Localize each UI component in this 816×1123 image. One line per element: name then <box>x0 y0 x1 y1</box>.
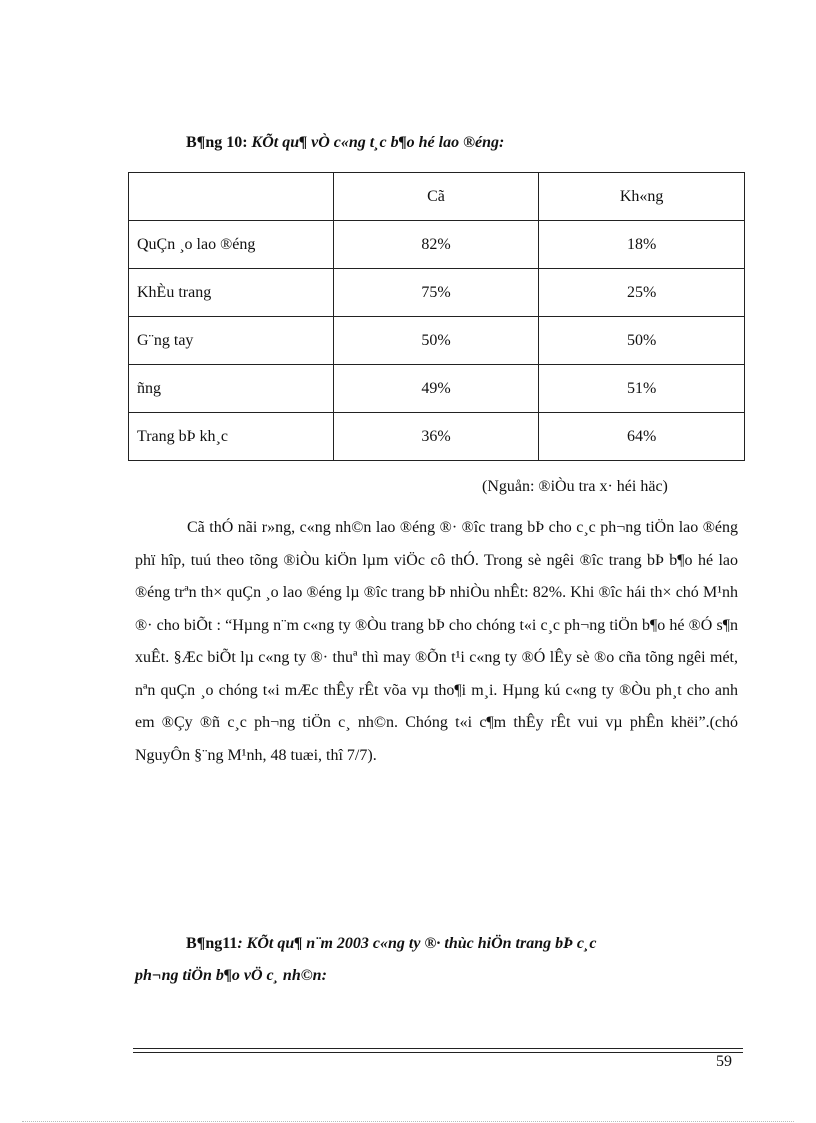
table-row <box>129 413 745 461</box>
table-cell: 36% <box>333 413 539 461</box>
table10-title: KÕt qu¶ vÒ c«ng t¸c b¶o hé lao ®éng: <box>251 134 505 151</box>
page-bottom-border <box>22 1121 794 1122</box>
table-cell: QuÇn ¸o lao ®éng <box>129 221 334 269</box>
table-cell: 51% <box>539 365 745 413</box>
table-cell: 18% <box>539 221 745 269</box>
table-cell: 50% <box>539 317 745 365</box>
table-header-cell: Kh«ng <box>539 173 745 221</box>
protection-table <box>128 172 745 461</box>
table10-caption <box>186 134 504 152</box>
footer-divider <box>133 1052 743 1053</box>
table-cell: G¨ng tay <box>129 317 334 365</box>
table-cell: 49% <box>333 365 539 413</box>
table-row <box>129 365 745 413</box>
page-number: 59 <box>716 1053 732 1070</box>
body-paragraph: Cã thÓ nãi r»ng, c«ng nh©n lao ®éng ®· ®îc trang bÞ cho c¸c ph¬ng tiÖn lao ®éng phï hîp, tuú theo tõng ®iÒu kiÖn lµm viÖc cô thÓ. Trong sè ngêi ®îc trang bÞ b¶o hé lao ®éng trªn th× quÇn ¸o lao ®éng lµ ®îc trang bÞ nhiÒu nhÊt: 82%. Khi ®îc hái th× chó M¹nh ®· cho biÕt : “Hµng n¨m c«ng ty ®Òu trang bÞ cho chóng t«i c¸c ph¬ng tiÖn b¶o hé ®Ó s¶n xuÊt. §Æc biÕt lµ c«ng ty ®· thuª thì may ®Õn t¹i c«ng ty ®Ó lÊy sè ®o cña tõng ngêi mét, nªn quÇn ¸o chóng t«i mÆc thÊy rÊt võa vµ tho¶i m¸i. Hµng kú c«ng ty ®Òu ph¸t cho anh em ®Çy ®ñ c¸c ph¬ng tiÖn c¸ nh©n. Chóng t«i c¶m thÊy rÊt vui vµ phÊn khëi”.(chó NguyÔn §¨ng M¹nh, 48 tuæi, thî 7/7). <box>135 519 738 764</box>
table-cell: ñng <box>129 365 334 413</box>
table11-title-line1: : KÕt qu¶ n¨m 2003 c«ng ty ®· thùc hiÖn trang bÞ c¸c <box>237 935 597 952</box>
table-header-cell <box>129 173 334 221</box>
footer-divider <box>133 1048 743 1049</box>
table-row <box>129 269 745 317</box>
table11-caption <box>186 935 596 953</box>
table10-label: B¶ng 10: <box>186 134 252 151</box>
table-source-note: (Nguån: ®iÒu tra x· héi häc) <box>482 478 668 495</box>
table-cell: 64% <box>539 413 745 461</box>
table-cell: Trang bÞ kh¸c <box>129 413 334 461</box>
table-cell: 50% <box>333 317 539 365</box>
table-row <box>129 317 745 365</box>
table-cell: KhÈu trang <box>129 269 334 317</box>
table-row <box>129 221 745 269</box>
table11-title-line2: ph¬ng tiÖn b¶o vÖ c¸ nh©n: <box>135 967 327 984</box>
table11-label: B¶ng11 <box>186 935 238 952</box>
table-cell: 25% <box>539 269 745 317</box>
table-header-cell: Cã <box>333 173 539 221</box>
table-header-row <box>129 173 745 221</box>
table-cell: 82% <box>333 221 539 269</box>
table-cell: 75% <box>333 269 539 317</box>
